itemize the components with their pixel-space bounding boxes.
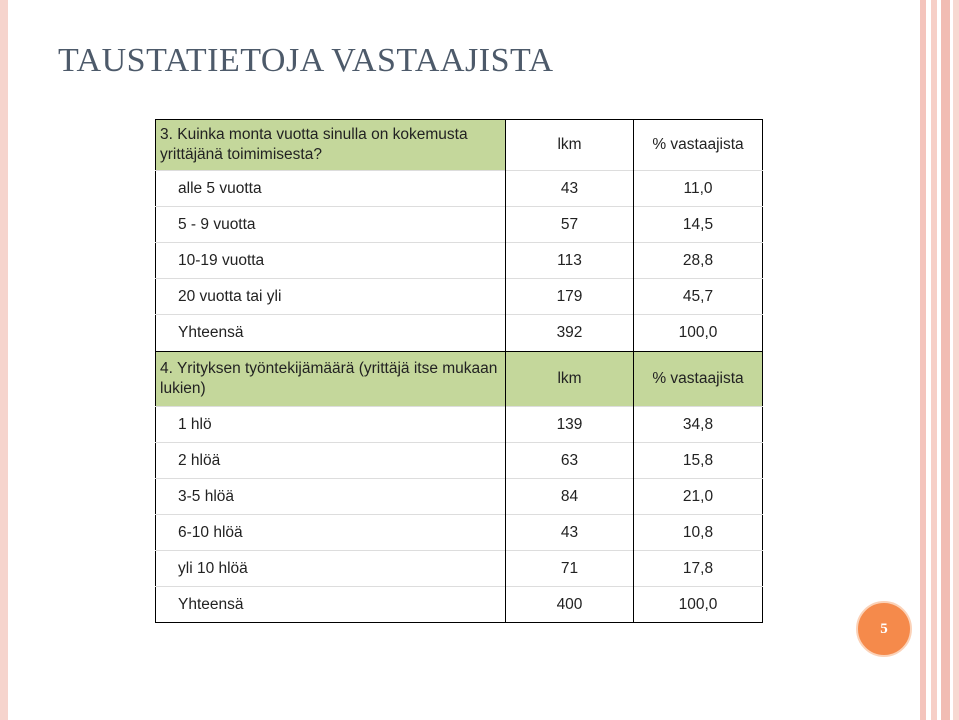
- row-label: 2 hlöä: [156, 443, 506, 479]
- table-experience: [155, 119, 763, 351]
- row-percent: 28,8: [634, 243, 763, 279]
- right-border-stripe-3: [941, 0, 950, 720]
- table-row: [156, 207, 763, 243]
- table-total-row: [156, 315, 763, 351]
- left-border-stripe: [0, 0, 8, 720]
- row-count: 63: [506, 443, 634, 479]
- row-label: 1 hlö: [156, 407, 506, 443]
- right-border-stripe-1: [920, 0, 926, 720]
- page-number-badge: 5: [856, 601, 912, 657]
- total-percent: 100,0: [634, 587, 763, 623]
- row-label: 5 - 9 vuotta: [156, 207, 506, 243]
- row-percent: 34,8: [634, 407, 763, 443]
- row-count: 71: [506, 551, 634, 587]
- percent-column-header: % vastaajista: [634, 352, 763, 407]
- row-percent: 11,0: [634, 171, 763, 207]
- row-count: 84: [506, 479, 634, 515]
- row-count: 139: [506, 407, 634, 443]
- table-row: [156, 551, 763, 587]
- table-header-row: [156, 120, 763, 171]
- row-count: 179: [506, 279, 634, 315]
- table-row: [156, 443, 763, 479]
- question-header: 4. Yrityksen työntekijämäärä (yrittäjä itse mukaan lukien): [156, 352, 506, 407]
- table-row: [156, 407, 763, 443]
- row-count: 43: [506, 171, 634, 207]
- count-column-header: lkm: [506, 352, 634, 407]
- table-row: [156, 479, 763, 515]
- row-count: 113: [506, 243, 634, 279]
- table-row: [156, 279, 763, 315]
- table-header-row: [156, 352, 763, 407]
- table-row: [156, 243, 763, 279]
- total-count: 392: [506, 315, 634, 351]
- total-count: 400: [506, 587, 634, 623]
- row-label: 10-19 vuotta: [156, 243, 506, 279]
- row-percent: 10,8: [634, 515, 763, 551]
- row-label: 20 vuotta tai yli: [156, 279, 506, 315]
- row-percent: 14,5: [634, 207, 763, 243]
- right-border-stripe-4: [953, 0, 959, 720]
- question-header: 3. Kuinka monta vuotta sinulla on kokemusta yrittäjänä toimimisesta?: [156, 120, 506, 171]
- table-total-row: [156, 587, 763, 623]
- table-row: [156, 515, 763, 551]
- row-label: yli 10 hlöä: [156, 551, 506, 587]
- total-label: Yhteensä: [156, 315, 506, 351]
- row-count: 43: [506, 515, 634, 551]
- percent-column-header: % vastaajista: [634, 120, 763, 171]
- row-percent: 45,7: [634, 279, 763, 315]
- row-percent: 15,8: [634, 443, 763, 479]
- row-label: alle 5 vuotta: [156, 171, 506, 207]
- total-label: Yhteensä: [156, 587, 506, 623]
- right-border-stripe-2: [931, 0, 937, 720]
- count-column-header: lkm: [506, 120, 634, 171]
- row-count: 57: [506, 207, 634, 243]
- total-percent: 100,0: [634, 315, 763, 351]
- row-label: 3-5 hlöä: [156, 479, 506, 515]
- table-employees: [155, 351, 763, 623]
- row-percent: 17,8: [634, 551, 763, 587]
- row-percent: 21,0: [634, 479, 763, 515]
- slide-title: TAUSTATIETOJA VASTAAJISTA: [58, 42, 554, 79]
- table-row: [156, 171, 763, 207]
- row-label: 6-10 hlöä: [156, 515, 506, 551]
